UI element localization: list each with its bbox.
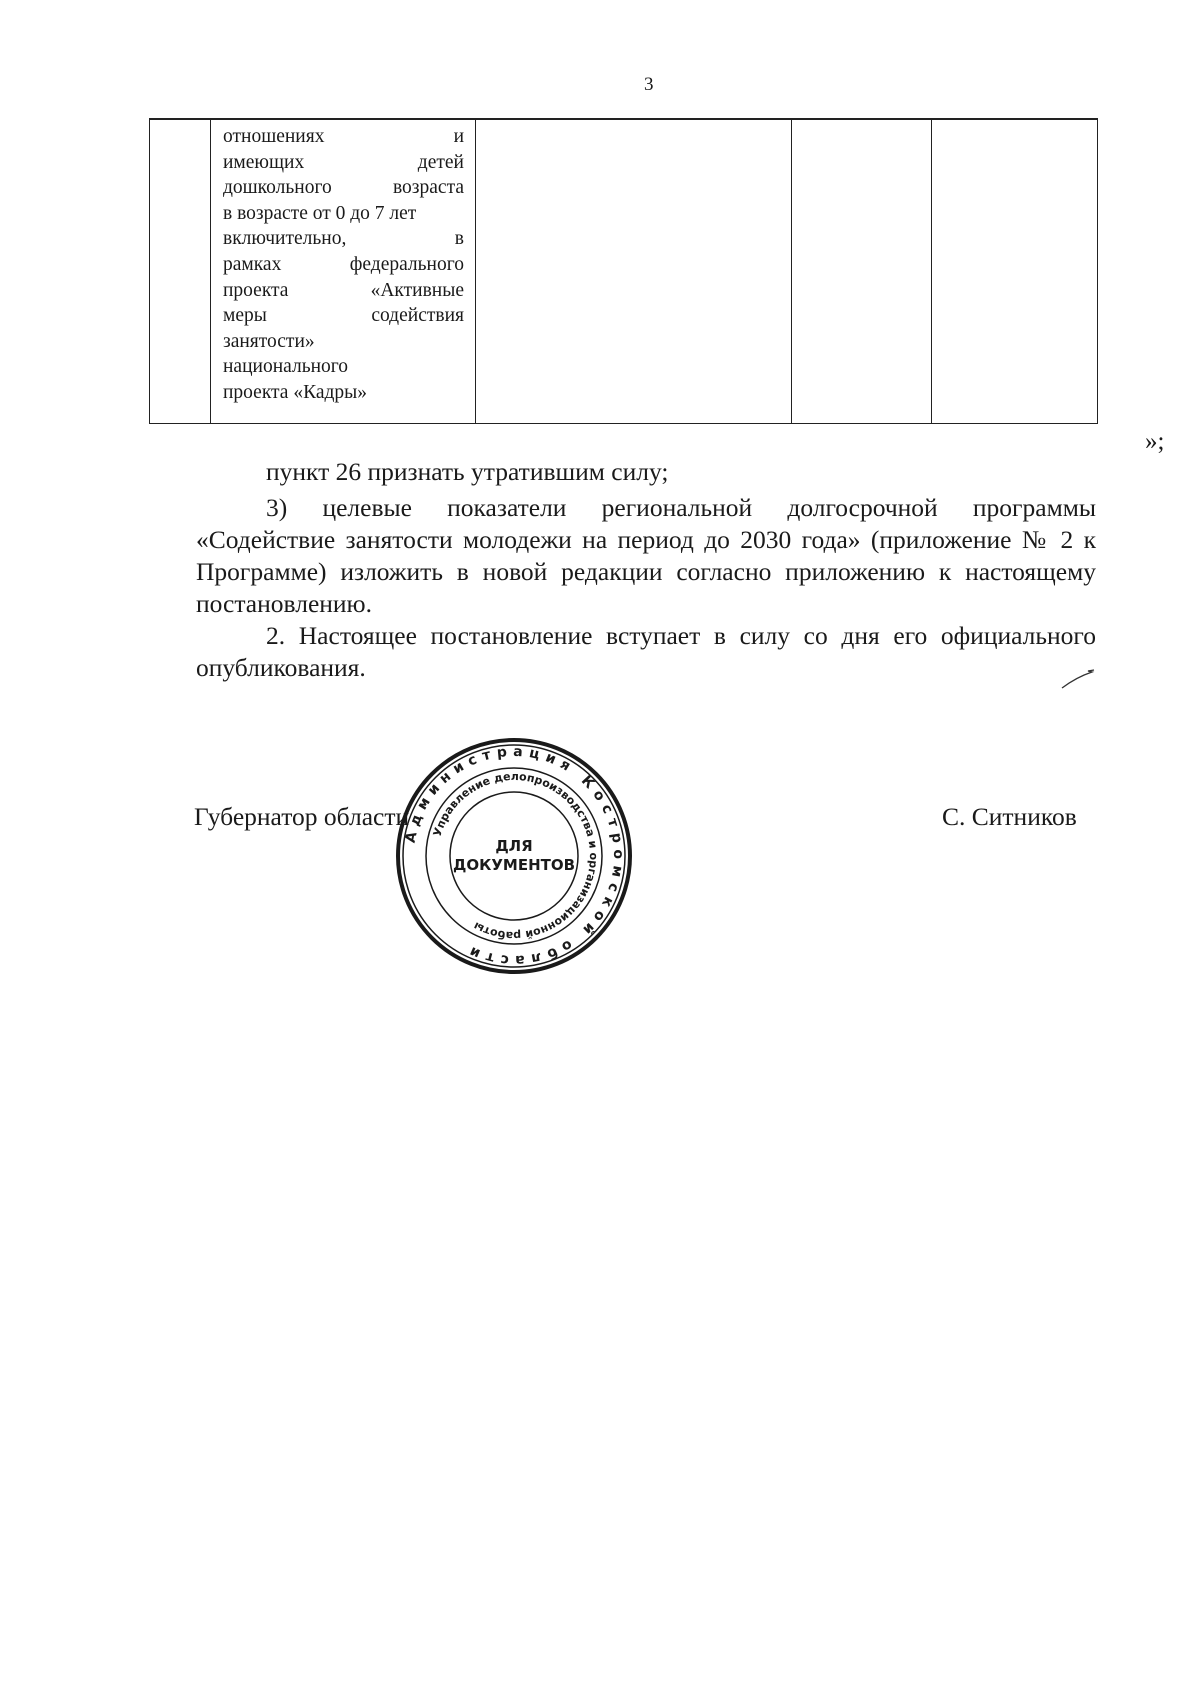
signature-name: С. Ситников <box>942 802 1077 831</box>
closing-quote: »; <box>1145 428 1165 455</box>
cell-line <box>223 124 464 150</box>
cell-line <box>223 303 464 329</box>
page-number: 3 <box>644 74 654 95</box>
cell-line <box>223 226 464 252</box>
cell-word: «Активные <box>370 279 464 301</box>
official-stamp <box>394 736 634 976</box>
cell-word: в <box>454 228 464 250</box>
cell-line <box>223 252 464 278</box>
cell-word: занятости» <box>223 330 315 352</box>
cell-word: имеющих <box>223 151 305 173</box>
cell-word: в возрасте от 0 до 7 лет <box>223 202 417 224</box>
cell-word: проекта «Кадры» <box>223 381 368 403</box>
cell-word: детей <box>417 151 464 173</box>
stamp-inner-text: Управление делопроизводства и организационной работы <box>430 769 601 943</box>
cell-line <box>223 175 464 201</box>
stamp-center-line1: ДЛЯ <box>495 837 533 855</box>
cell-word: дошкольного <box>223 177 332 199</box>
table-cell <box>932 119 1098 424</box>
cell-word: федерального <box>349 253 464 275</box>
cell-line <box>223 201 464 227</box>
cell-word: проекта <box>223 279 289 301</box>
table-cell-number <box>150 119 211 424</box>
stamp-center-line2: ДОКУМЕНТОВ <box>452 856 576 874</box>
document-table <box>149 118 1098 424</box>
signature-position: Губернатор области <box>194 802 410 831</box>
cell-word: меры <box>223 305 267 327</box>
cell-word: и <box>453 126 464 147</box>
cell-word: включительно, <box>223 228 347 250</box>
cell-line <box>223 278 464 304</box>
cell-line <box>223 329 464 355</box>
cell-line <box>223 380 464 406</box>
stamp-outer-text: Администрация Костромской области <box>402 743 627 969</box>
signature-mark <box>1060 668 1096 690</box>
table-cell <box>476 119 792 424</box>
paragraph-item-2: 2. Настоящее постановление вступает в силу со дня его официального опубликования. <box>196 621 1096 682</box>
cell-word: национального <box>223 356 349 378</box>
cell-word: рамках <box>223 253 282 275</box>
cell-line <box>223 354 464 380</box>
cell-line <box>223 150 464 176</box>
table-row <box>150 119 1098 424</box>
paragraph-item-26: пункт 26 признать утратившим силу; <box>266 457 669 486</box>
cell-word: содействия <box>371 305 464 327</box>
table-cell-description <box>211 119 476 424</box>
paragraph-item-3: 3) целевые показатели региональной долгосрочной программы «Содействие занятости молодежи на период до 2030 года» (приложение № 2 к Программе) изложить в новой редакции согласно приложению к настоящему постановлению. <box>196 493 1096 618</box>
table-cell <box>792 119 932 424</box>
cell-word: отношениях <box>223 126 325 147</box>
cell-word: возраста <box>392 177 464 199</box>
cell-description-text <box>211 120 475 406</box>
